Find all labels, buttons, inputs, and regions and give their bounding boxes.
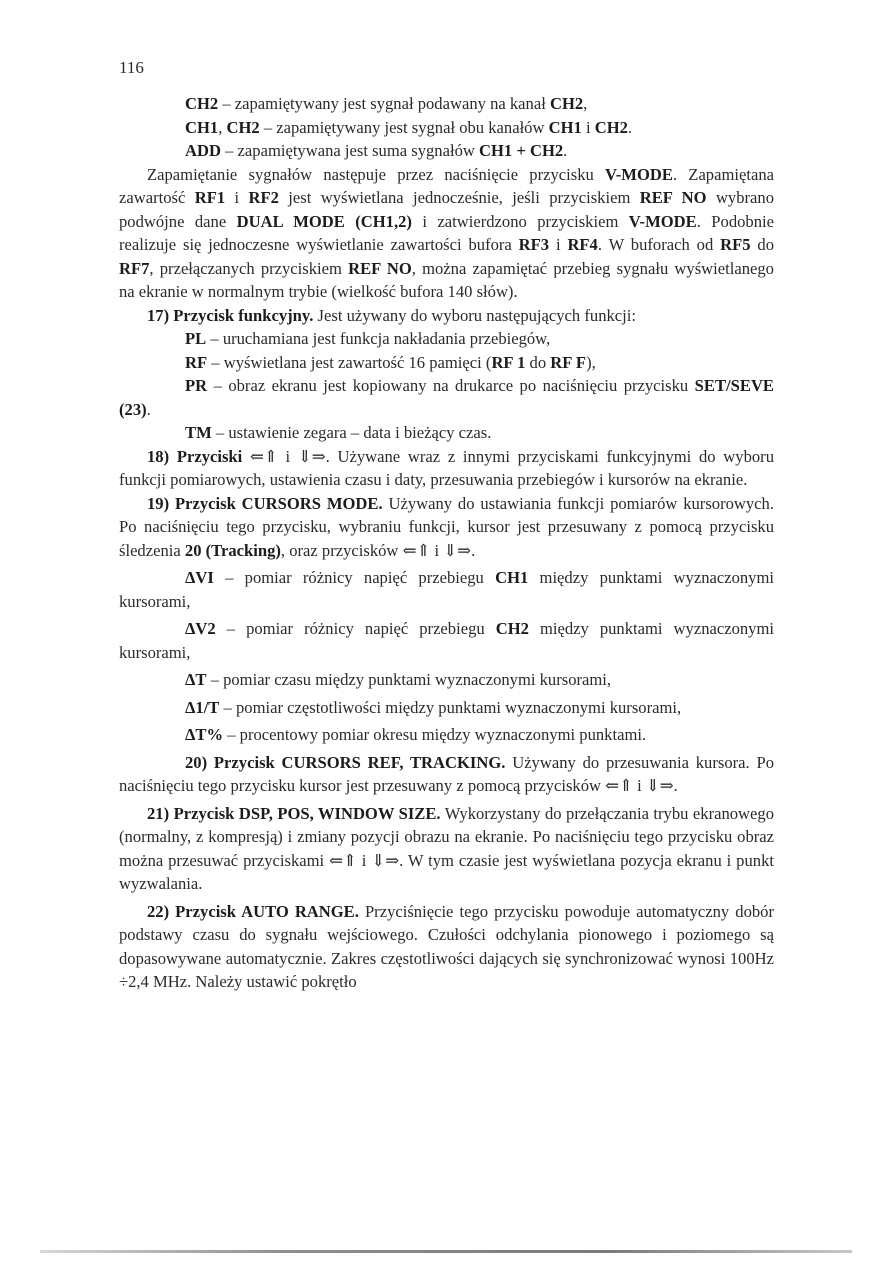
bold-term: ΔVI xyxy=(185,568,214,587)
bold-term: ADD xyxy=(185,141,221,160)
text-run: , xyxy=(583,94,588,113)
bold-term: CH2 xyxy=(495,619,529,638)
text-run: – pomiar różnicy napięć przebiegu xyxy=(213,568,496,587)
paragraph xyxy=(119,92,774,116)
paragraph xyxy=(119,163,774,304)
body-text xyxy=(119,92,774,994)
paragraph xyxy=(119,900,774,994)
text-run: . Zapamiętana zawartość xyxy=(119,164,774,207)
bold-term: RF F xyxy=(550,352,587,372)
bold-term: Δ1/T xyxy=(185,697,220,717)
text-run: , przełączanych przyciskiem xyxy=(149,258,349,278)
text-run: . W buforach od xyxy=(597,235,721,254)
text-run: do xyxy=(525,352,551,372)
bold-term: RF 1 xyxy=(491,352,526,372)
page-number: 116 xyxy=(119,58,144,77)
text-run: jest wyświetlana jednocześnie, jeśli przyciskiem xyxy=(278,188,640,207)
bold-term: CH1 + CH2 xyxy=(479,141,564,160)
text-run: ⇐⇑ i ⇓⇒. Używane wraz z innymi przyciskami funkcyjnymi do wyboru funkcji pomiarowych, ustawienia czasu i daty, przesuwania przebiegów i kursorów na ekranie. xyxy=(119,446,774,489)
text-run: między punktami wyznaczonymi kursorami, xyxy=(119,619,774,662)
paragraph xyxy=(119,139,774,163)
text-run: . xyxy=(146,399,151,419)
text-run: – obraz ekranu jest kopiowany na drukarce po naciśnięciu przycisku xyxy=(207,376,695,395)
bold-term: CH2 xyxy=(594,117,628,137)
bold-term: RF5 xyxy=(720,235,751,254)
text-run: i xyxy=(581,117,595,137)
bold-term: TM xyxy=(185,423,212,442)
bold-term: 18) Przyciski xyxy=(147,446,243,466)
text-run: i zatwierdzono przyciskiem xyxy=(411,211,629,231)
bold-term: ΔT% xyxy=(185,725,224,744)
text-run: – zapamiętywana jest suma sygnałów xyxy=(220,141,480,160)
text-run: – procentowy pomiar okresu między wyznaczonymi punktami. xyxy=(223,725,647,744)
bottom-divider xyxy=(40,1250,852,1253)
bold-term: PR xyxy=(185,376,208,395)
paragraph xyxy=(119,351,774,375)
paragraph xyxy=(119,374,774,421)
bold-term: V-MODE xyxy=(628,211,697,231)
bold-term: 21) Przycisk DSP, POS, WINDOW SIZE. xyxy=(147,803,441,823)
text-run: Używany do przesuwania kursora. Po naciśnięciu tego przycisku kursor jest przesuwany z pomocą przycisków ⇐⇑ i ⇓⇒. xyxy=(119,752,774,795)
paragraph xyxy=(119,327,774,351)
text-run: do xyxy=(750,235,774,254)
bold-term: RF xyxy=(185,352,208,372)
text-run: , można zapamiętać przebieg sygnału wyświetlanego na ekranie w normalnym trybie (wielkość bufora 140 słów). xyxy=(119,258,774,301)
bold-term: RF7 xyxy=(119,258,150,278)
text-run: – wyświetlana jest zawartość 16 pamięci ( xyxy=(207,352,492,372)
bold-term: CH1 xyxy=(548,117,582,137)
paragraph xyxy=(119,421,774,445)
bold-term: REF NO xyxy=(639,188,707,207)
bold-term: 22) Przycisk AUTO RANGE. xyxy=(147,901,359,921)
bold-term: RF2 xyxy=(248,188,279,207)
bold-term: 17) Przycisk funkcyjny. xyxy=(147,305,314,325)
bold-term: DUAL MODE (CH1,2) xyxy=(236,211,412,231)
bold-term: ΔV2 xyxy=(185,619,216,638)
bold-term: PL xyxy=(185,329,207,348)
text-run: . xyxy=(563,141,568,160)
text-run: Wykorzystany do przełączania trybu ekranowego (normalny, z kompresją) i zmiany pozycji obrazu na ekranie. Po naciśnięciu tego przycisku obraz można przesuwać przyciskami ⇐⇑ i ⇓⇒. W tym czasie jest wyświetlana pozycja ekranu i punkt wyzwalania. xyxy=(119,803,774,893)
bold-term: ΔT xyxy=(185,670,207,689)
text-run: . Podobnie realizuje się jednoczesne wyświetlanie zawartości bufora xyxy=(119,211,774,254)
bold-term: CH1 xyxy=(185,117,219,137)
text-run: Używany do ustawiania funkcji pomiarów kursorowych. Po naciśnięciu tego przycisku, wybraniu funkcji, kursor jest przesuwany z pomocą przycisku śledzenia xyxy=(119,493,774,560)
text-run: – pomiar czasu między punktami wyznaczonymi kursorami, xyxy=(206,670,612,689)
text-run: – pomiar częstotliwości między punktami wyznaczonymi kursorami, xyxy=(219,697,682,717)
bold-term: SET/SEVE (23) xyxy=(119,376,774,419)
paragraph xyxy=(119,802,774,896)
bold-term: RF4 xyxy=(567,235,598,254)
bold-term: RF3 xyxy=(518,235,550,254)
text-run: Przyciśnięcie tego przycisku powoduje automatyczny dobór podstawy czasu do sygnału wejściowego. Czułości odchylania pionowego i poziomego są dopasowywane automatycznie. Zakres częstotliwości dających się synchronizować wynosi 100Hz ÷2,4 MHz. Należy ustawić pokrętło xyxy=(119,901,774,991)
text-run: , xyxy=(218,117,227,137)
text-run: – pomiar różnicy napięć przebiegu xyxy=(215,619,496,638)
bold-term: 19) Przycisk CURSORS MODE. xyxy=(147,493,383,513)
text-run: – zapamiętywany jest sygnał obu kanałów xyxy=(259,117,549,137)
bold-term: CH2 xyxy=(226,117,260,137)
text-run: – zapamiętywany jest sygnał podawany na kanał xyxy=(218,94,550,113)
paragraph xyxy=(119,566,774,613)
text-run: – ustawienie zegara – data i bieżący czas. xyxy=(211,423,492,442)
text-run: i xyxy=(225,188,249,207)
bold-term: CH2 xyxy=(549,94,584,113)
bold-term: 20 (Tracking) xyxy=(184,540,281,560)
paragraph xyxy=(119,751,774,798)
text-run: Jest używany do wyboru następujących funkcji: xyxy=(313,305,636,325)
bold-term: RF1 xyxy=(194,188,226,207)
bold-term: CH2 xyxy=(185,94,219,113)
paragraph xyxy=(119,492,774,563)
paragraph xyxy=(119,445,774,492)
text-run: , oraz przycisków ⇐⇑ i ⇓⇒. xyxy=(280,540,476,560)
paragraph xyxy=(119,668,774,692)
bold-term: REF NO xyxy=(348,258,412,278)
text-run: Zapamiętanie sygnałów następuje przez naciśnięcie przycisku xyxy=(147,164,606,184)
bold-term: CH1 xyxy=(495,568,529,587)
paragraph xyxy=(119,723,774,747)
bold-term: V-MODE xyxy=(605,164,673,184)
text-run: między punktami wyznaczonymi kursorami, xyxy=(119,568,774,611)
text-run: – uruchamiana jest funkcja nakładania przebiegów, xyxy=(206,329,551,348)
paragraph xyxy=(119,617,774,664)
paragraph xyxy=(119,116,774,140)
text-run: . xyxy=(627,117,633,137)
text-run: i xyxy=(549,235,568,254)
paragraph xyxy=(119,304,774,328)
text-run: wybrano podwójne dane xyxy=(119,188,775,231)
paragraph xyxy=(119,696,774,720)
text-run: ), xyxy=(586,352,596,372)
bold-term: 20) Przycisk CURSORS REF, TRACKING. xyxy=(185,752,506,772)
